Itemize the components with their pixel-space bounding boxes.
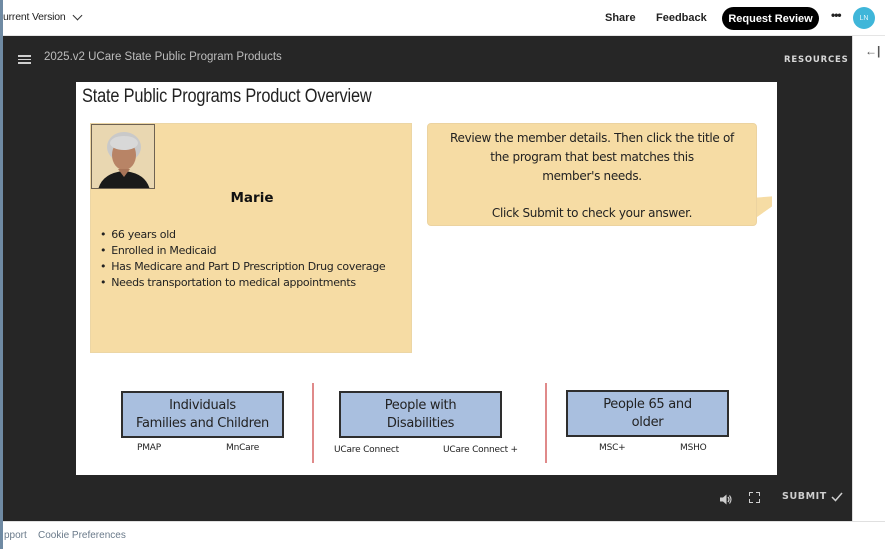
product-msc-plus: MSC+ [599, 443, 626, 453]
member-name: Marie [230, 190, 274, 206]
chevron-down-icon [72, 10, 82, 20]
divider [545, 383, 547, 463]
feedback-button[interactable]: Feedback [656, 12, 707, 24]
instruction-line: member's needs. [542, 169, 642, 183]
menu-icon[interactable] [18, 55, 31, 64]
submit-button[interactable] [782, 491, 843, 502]
instruction-line: Review the member details. Then click the title of [450, 131, 734, 145]
program-title-line: Individuals [169, 398, 236, 413]
product-ucare-connect-plus: UCare Connect + [443, 445, 518, 455]
request-review-button[interactable]: Request Review [722, 7, 819, 30]
member-detail: • Enrolled in Medicaid [100, 243, 385, 259]
program-title-line: older [631, 415, 664, 430]
program-people-65-and-older[interactable] [566, 390, 729, 437]
instructions-callout [427, 123, 757, 226]
member-detail: • Needs transportation to medical appointments [100, 275, 385, 291]
top-bar [0, 0, 885, 36]
product-ucare-connect: UCare Connect [334, 445, 399, 455]
support-link[interactable]: pport [4, 530, 27, 541]
program-individuals-families-children[interactable] [121, 391, 284, 438]
member-details [100, 227, 385, 291]
submit-label: SUBMIT [782, 491, 827, 502]
window-edge [0, 0, 3, 549]
divider [312, 383, 314, 463]
program-title-line: Disabilities [386, 416, 455, 431]
course-title: 2025.v2 UCare State Public Program Products [44, 51, 282, 63]
resources-button[interactable]: RESOURCES [784, 55, 849, 65]
program-title-line: People 65 and [603, 397, 692, 412]
course-player [3, 36, 852, 521]
instruction-line: the program that best matches this [490, 150, 694, 164]
product-msho: MSHO [680, 443, 707, 453]
version-label: urrent Version [3, 11, 66, 23]
side-panel [852, 36, 885, 521]
member-detail: • 66 years old [100, 227, 385, 243]
program-title-line: People with [384, 398, 457, 413]
member-detail: • Has Medicare and Part D Prescription Drug coverage [100, 259, 385, 275]
member-card [90, 123, 412, 353]
footer [0, 521, 885, 549]
product-mncare: MnCare [226, 443, 260, 453]
instruction-line: Click Submit to check your answer. [491, 206, 693, 220]
product-pmap: PMAP [137, 443, 161, 453]
collapse-panel-icon[interactable]: ←| [865, 44, 881, 58]
checkmark-icon [831, 492, 843, 502]
member-photo [91, 124, 155, 189]
volume-icon[interactable] [720, 492, 732, 510]
fullscreen-icon[interactable] [749, 492, 760, 503]
program-title-line: Families and Children [135, 416, 270, 431]
program-people-with-disabilities[interactable] [339, 391, 502, 438]
cookie-preferences-link[interactable]: Cookie Preferences [38, 530, 126, 541]
more-options-icon[interactable]: ••• [831, 8, 841, 22]
share-button[interactable]: Share [605, 12, 636, 24]
version-selector[interactable] [3, 11, 81, 23]
avatar[interactable]: LN [853, 7, 875, 29]
callout-tail [756, 186, 772, 217]
slide-title: State Public Programs Product Overview [82, 86, 372, 107]
slide [76, 82, 777, 475]
